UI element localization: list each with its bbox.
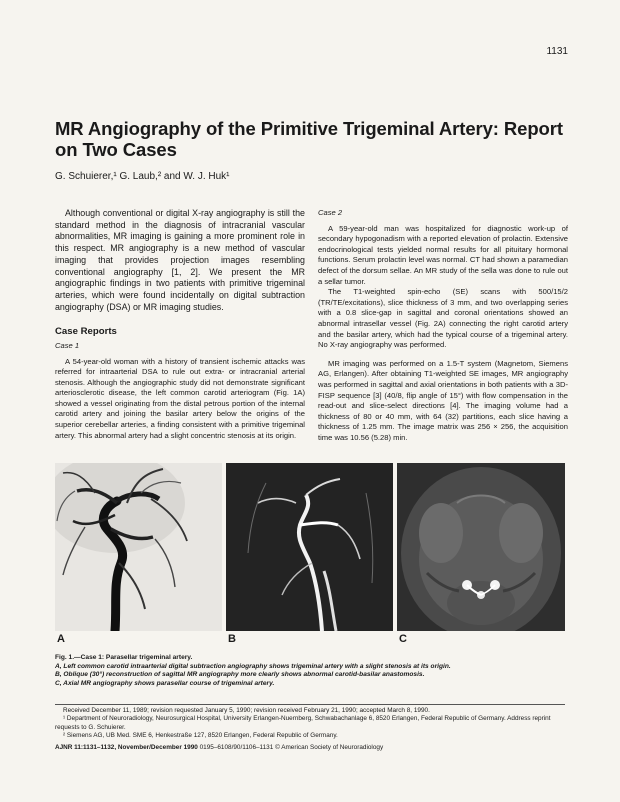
- panel-label-b: B: [228, 633, 236, 645]
- case1-text: A 54-year-old woman with a history of transient ischemic attacks was referred for intraarterial DSA to rule out extra- or intracranial arterial stenosis. Although the angiographic study did not demonstrate significant arteriosclerotic disease, the left common carotid arteriogram (Fig. 1A) showed a vessel originating from the distal petrous portion of the internal carotid artery and joining the basilar artery below the origins of the superior cerebellar arteries, a finding consistent with a primitive trigeminal artery. This abnormal artery had a slight concentric stenosis at its origin.: [55, 356, 305, 440]
- figure-1-panels: [55, 463, 565, 631]
- footnotes: [55, 707, 565, 752]
- case2-label: Case 2: [318, 208, 343, 217]
- caption-line-b: B, Oblique (30°) reconstruction of sagittal MR angiography more clearly shows abnormal carotid-basilar anastomosis.: [55, 671, 425, 679]
- journal-citation: [55, 744, 565, 752]
- mra-oblique-drawing: [226, 463, 393, 631]
- received-dates: Received December 11, 1989; revision requested January 5, 1990; revision received February 21, 1990; accepted March 8, 1990.: [63, 707, 430, 714]
- mra-axial-drawing: [397, 463, 565, 631]
- page-number: 1131: [546, 46, 568, 57]
- figure-caption: [55, 654, 565, 688]
- journal-citation-bold: AJNR 11:1131–1132, November/December 1990: [55, 744, 198, 752]
- author-list: G. Schuierer,¹ G. Laub,² and W. J. Huk¹: [55, 171, 230, 182]
- case2-paragraph-2: The T1-weighted spin-echo (SE) scans with 500/15/2 (TR/TE/excitations), slice thickness of 3 mm, and two overlapping series with a 0.8 slice-gap in sagittal and coronal orientations showed an abnormal intrasellar vessel (Fig. 2A) connecting the right carotid artery and the basilar artery, which had the typical course of a trigeminal artery. No X-ray angiography was performed.: [318, 287, 568, 350]
- caption-line-a: A, Left common carotid intraarterial digital subtraction angiography shows trigeminal artery with a slight stenosis at its origin.: [55, 662, 451, 670]
- section-heading-case-reports: Case Reports: [55, 326, 117, 338]
- right-column: [318, 208, 568, 443]
- figure-panel-b-mra-oblique-image: [226, 463, 393, 631]
- dsa-angiogram-drawing: [55, 463, 222, 631]
- case2-paragraph-1: A 59-year-old man was hospitalized for diagnostic work-up of secondary hypogonadism with a reported elevation of prolactin. Extensive endocrinological tests yielded normal results for all pituitary hormonal functions. Serum prolactin level was normal. CT had shown a paramedian defect of the dorsum sellae. An MR study of the sella was done to rule out a sellar tumor.: [318, 223, 568, 286]
- article-title: MR Angiography of the Primitive Trigeminal Artery: Report on Two Cases: [55, 118, 563, 160]
- abstract: Although conventional or digital X-ray angiography is still the standard method in the diagnosis of intracranial vascular abnormalities, MR imaging is gaining a more prominent role in this respect. MR angiography is a new method of vascular imaging that provides projection images resembling conventional angiography [1, 2]. We present the MR angiographic findings in two patients with primitive trigeminal arteries, which were found incidentally on digital subtraction angiography (DSA) or MR imaging studies.: [55, 208, 305, 312]
- footnote-divider: [55, 704, 565, 705]
- left-column: [55, 208, 305, 441]
- case2-paragraph-3: MR imaging was performed on a 1.5-T system (Magnetom, Siemens AG, Erlangen). After obtaining T1-weighted SE images, MR angiography was performed in sagittal and axial orientations in both patients with a 3D-FISP sequence [3] (40/8, flip angle of 15°) with flow compensation in the read-out and slice-select directions [4]. The imaging volume had a thickness of 80 or 40 mm, with 64 (32) partitions, each slice having a thickness of 1.25 mm. The image matrix was 256 × 256, the acquisition time was 10.56 (5.28) min.: [318, 358, 568, 442]
- journal-citation-rest: 0195–6108/90/1106–1131 © American Society of Neuroradiology: [197, 744, 384, 752]
- caption-line-c: C, Axial MR angiography shows parasellar course of trigeminal artery.: [55, 679, 275, 687]
- figure-panel-a-dsa-image: [55, 463, 222, 631]
- figure-panel-c-mra-axial-image: [397, 463, 565, 631]
- caption-title: Fig. 1.—Case 1: Parasellar trigeminal artery.: [55, 654, 193, 661]
- case1-label: Case 1: [55, 340, 80, 350]
- affiliation-1: ¹ Department of Neuroradiology, Neurosurgical Hospital, University Erlangen-Nuernberg, Schwabachanlage 6, 8520 Erlangen, Federal Republic of Germany. Address reprint requests to G. Schuierer.: [55, 715, 551, 731]
- affiliation-2: ² Siemens AG, UB Med. SME 6, Henkestraße 127, 8520 Erlangen, Federal Republic of Germany.: [63, 731, 338, 739]
- panel-label-c: C: [399, 633, 407, 645]
- paragraph-spacer: [318, 351, 568, 359]
- panel-label-a: A: [57, 633, 65, 645]
